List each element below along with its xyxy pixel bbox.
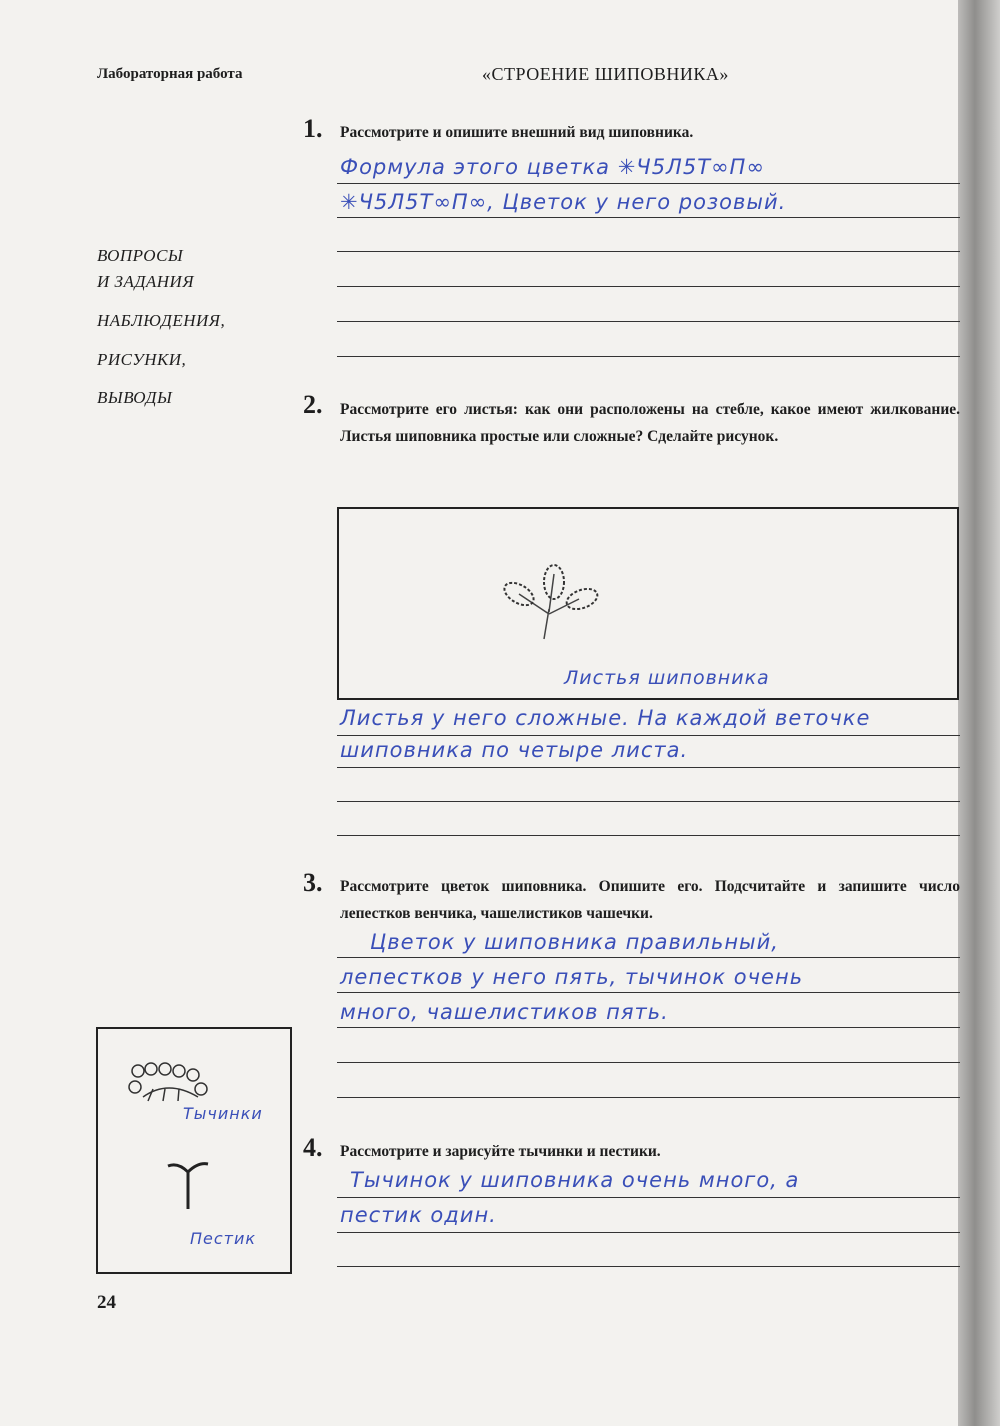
question-2-number: 2. — [303, 390, 323, 419]
answer-1-line-2: ✳Ч5Л5Т∞П∞, Цветок у него розовый. — [340, 190, 787, 214]
sidebar-heading-1: ВОПРОСЫ — [97, 246, 184, 265]
leaf-drawing — [494, 564, 604, 644]
drawing-box-stamens-pistil — [96, 1027, 292, 1274]
header-label: Лабораторная работа — [97, 66, 243, 82]
answer-2-line-2: шиповника по четыре листа. — [340, 738, 689, 762]
answer-3-line-3: много, чашелистиков пять. — [340, 1000, 669, 1024]
question-1-text: Рассмотрите и опишите внешний вид шиповника. — [340, 124, 694, 141]
answer-3-line-1: Цветок у шиповника правильный, — [370, 930, 779, 954]
question-1-number: 1. — [303, 114, 323, 143]
question-4-number: 4. — [303, 1133, 323, 1162]
drawing-caption: Листья шиповника — [564, 667, 770, 689]
drawing-box-leaves — [337, 507, 959, 700]
answer-4-line-1: Тычинок у шиповника очень много, а — [350, 1168, 800, 1192]
pistil-label: Пестик — [190, 1229, 257, 1248]
stamens-label: Тычинки — [183, 1104, 263, 1123]
answer-2-line-1: Листья у него сложные. На каждой веточке — [340, 706, 871, 730]
sidebar-heading-3: НАБЛЮДЕНИЯ, — [97, 311, 226, 330]
sidebar-heading-5: ВЫВОДЫ — [97, 388, 173, 407]
answer-3-line-2: лепестков у него пять, тычинок очень — [340, 965, 804, 989]
answer-4-line-2: пестик один. — [340, 1203, 497, 1227]
page-title: «СТРОЕНИЕ ШИПОВНИКА» — [482, 64, 729, 84]
question-3-number: 3. — [303, 868, 323, 897]
sidebar-heading-2: И ЗАДАНИЯ — [97, 272, 194, 291]
answer-1-line-1: Формула этого цветка ✳Ч5Л5Т∞П∞ — [340, 155, 765, 179]
pistil-drawing — [163, 1154, 213, 1214]
question-4-text: Рассмотрите и зарисуйте тычинки и пестики. — [340, 1143, 661, 1160]
question-2-text: Рассмотрите его листья: как они расположены на стебле, какое имеют жилкование. Листья шиповника простые или сложные? Сделайте рисунок. — [340, 401, 960, 445]
question-3-text: Рассмотрите цветок шиповника. Опишите его. Подсчитайте и запишите число лепестков венчика, чашелистиков чашечки. — [340, 878, 960, 922]
sidebar-heading-4: РИСУНКИ, — [97, 350, 187, 369]
scan-edge — [958, 0, 1000, 1426]
stamens-drawing — [123, 1059, 213, 1109]
page-number: 24 — [97, 1292, 116, 1313]
